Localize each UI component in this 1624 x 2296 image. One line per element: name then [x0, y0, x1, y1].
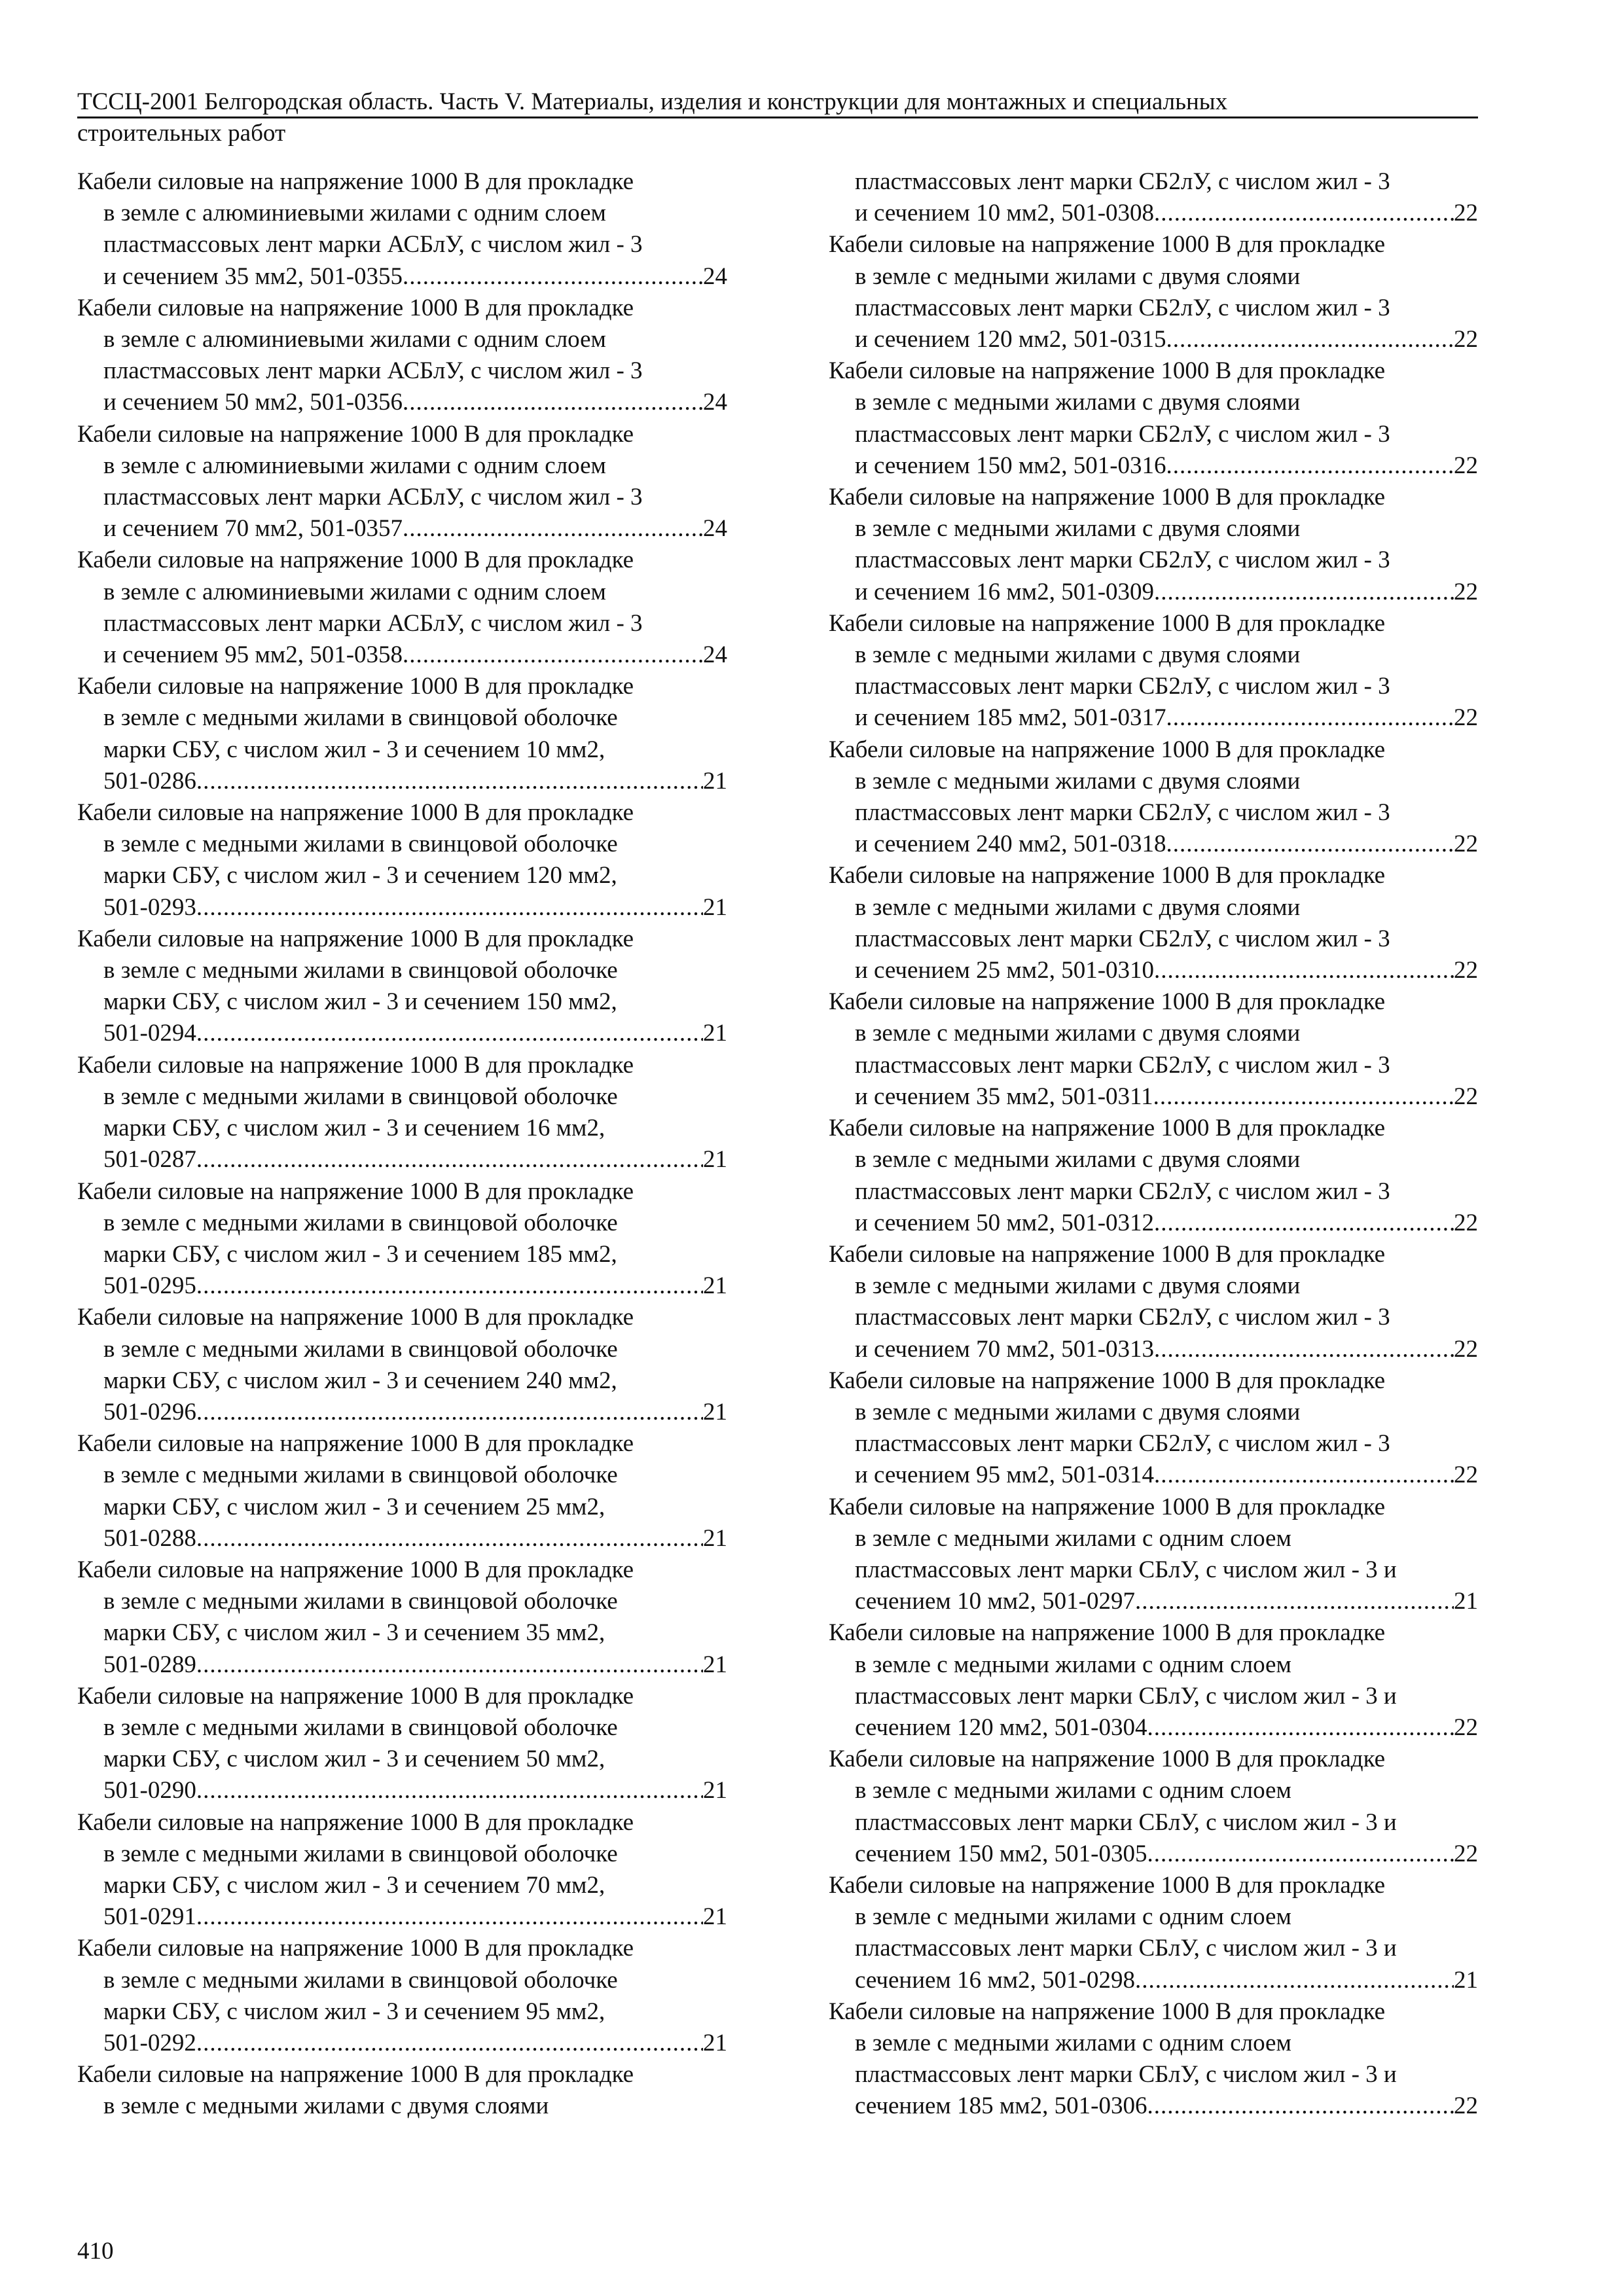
index-entry: [829, 986, 1478, 1113]
index-entry-line: Кабели силовые на напряжение 1000 В для прокладке: [77, 1808, 634, 1836]
index-entry-line: в земле с медными жилами в свинцовой оболочке: [103, 1462, 618, 1489]
index-entry-page: 22: [1454, 452, 1478, 479]
index-entry-page: 22: [1454, 326, 1478, 353]
index-entry: [829, 1113, 1478, 1239]
index-entry-line: пластмассовых лент марки СБлУ, с числом жил - 3 и: [855, 1935, 1397, 1962]
index-entry-line: в земле с медными жилами в свинцовой оболочке: [103, 1966, 618, 1994]
index-entry-last-line: [829, 1334, 1478, 1365]
index-entry-code: и сечением 35 мм2, 501-0355: [103, 262, 403, 290]
index-entry-code: и сечением 95 мм2, 501-0314: [855, 1462, 1155, 1489]
index-entry-line: пластмассовых лент марки АСБлУ, с числом жил - 3: [103, 357, 643, 385]
index-entry-line: Кабели силовые на напряжение 1000 В для прокладке: [829, 609, 1386, 637]
index-entry: [77, 166, 727, 293]
dot-leader: [196, 2028, 703, 2059]
dot-leader: [196, 1397, 703, 1428]
index-entry: [77, 419, 727, 545]
index-entry-last-line: [829, 1460, 1478, 1491]
index-entry-line: Кабели силовые на напряжение 1000 В для прокладке: [829, 1367, 1386, 1394]
index-entry: [77, 545, 727, 671]
index-entry-line: Кабели силовые на напряжение 1000 В для прокладке: [77, 294, 634, 321]
dot-leader: [1147, 1839, 1454, 1870]
dot-leader: [196, 1901, 703, 1933]
index-entry-line: в земле с медными жилами с двумя слоями: [855, 767, 1301, 795]
index-entry-page: 22: [1454, 831, 1478, 858]
dot-leader: [196, 766, 703, 797]
index-entry-page: 21: [703, 1272, 727, 1300]
index-entry-line: Кабели силовые на напряжение 1000 В для прокладке: [77, 799, 634, 827]
index-entry-last-line: [829, 450, 1478, 482]
index-entry-last-line: [77, 1270, 727, 1302]
index-entry-code: и сечением 120 мм2, 501-0315: [855, 326, 1166, 353]
index-entry-line: марки СБУ, с числом жил - 3 и сечением 240 мм2,: [103, 1367, 617, 1394]
dot-leader: [1135, 1965, 1454, 1996]
index-entry-line: в земле с медными жилами с двумя слоями: [855, 389, 1301, 416]
dot-leader: [1166, 450, 1454, 482]
index-entry-line: марки СБУ, с числом жил - 3 и сечением 95 мм2,: [103, 1998, 605, 2025]
index-entry-page: 22: [1454, 704, 1478, 732]
index-entry-page: 24: [703, 389, 727, 416]
index-entry-page: 21: [703, 1398, 727, 1426]
index-entry-line: Кабели силовые на напряжение 1000 В для прокладке: [829, 1240, 1386, 1268]
index-column-left: [77, 166, 727, 2123]
dot-leader: [1135, 1586, 1454, 1617]
index-entry-line: в земле с медными жилами с двумя слоями: [855, 515, 1301, 543]
index-entry-line: пластмассовых лент марки СБ2лУ, с числом жил - 3: [855, 547, 1390, 574]
dot-leader: [196, 1018, 703, 1049]
index-entry-page: 21: [1454, 1966, 1478, 1994]
index-entry-line: пластмассовых лент марки АСБлУ, с числом жил - 3: [103, 231, 643, 259]
index-entry-last-line: [77, 261, 727, 293]
index-entry-line: Кабели силовые на напряжение 1000 В для прокладке: [829, 1115, 1386, 1142]
index-entry-page: 22: [1454, 1083, 1478, 1110]
index-entry-line: пластмассовых лент марки СБ2лУ, с числом жил - 3: [855, 1051, 1390, 1079]
index-entry-line: в земле с алюминиевыми жилами с одним слоем: [103, 578, 606, 605]
index-entry-last-line: [829, 198, 1478, 229]
index-entry: [829, 860, 1478, 986]
index-entry-line: Кабели силовые на напряжение 1000 В для прокладке: [77, 925, 634, 952]
dot-leader: [196, 1144, 703, 1175]
dot-leader: [196, 1649, 703, 1681]
index-entry-last-line: [829, 577, 1478, 608]
index-entry-last-line: [77, 2028, 727, 2059]
index-entry-last-line: [829, 2090, 1478, 2122]
index-entry-code: 501-0290: [103, 1777, 196, 1804]
index-entry-line: в земле с медными жилами с двумя слоями: [855, 1272, 1301, 1300]
index-entry: [77, 797, 727, 924]
index-entry-page: 21: [703, 1146, 727, 1174]
index-entry: [77, 1554, 727, 1681]
index-entry-line: Кабели силовые на напряжение 1000 В для прокладке: [829, 1493, 1386, 1520]
index-entry-code: 501-0295: [103, 1272, 196, 1300]
index-entry-code: сечением 185 мм2, 501-0306: [855, 2092, 1147, 2120]
index-entry-line: в земле с медными жилами с двумя слоями: [855, 1020, 1301, 1047]
index-entry: [77, 1428, 727, 1554]
index-entry-line: пластмассовых лент марки СБлУ, с числом жил - 3 и: [855, 2061, 1397, 2089]
index-entry-line: Кабели силовые на напряжение 1000 В для прокладке: [829, 357, 1386, 385]
index-entry-line: пластмассовых лент марки СБ2лУ, с числом жил - 3: [855, 1177, 1390, 1205]
index-entry-page: 22: [1454, 200, 1478, 227]
index-entry-line: пластмассовых лент марки СБ2лУ, с числом жил - 3: [855, 673, 1390, 700]
dot-leader: [403, 513, 703, 545]
dot-leader: [1147, 2090, 1454, 2122]
index-entry-code: и сечением 95 мм2, 501-0358: [103, 641, 403, 669]
index-entry-line: в земле с медными жилами с двумя слоями: [103, 2092, 549, 2120]
index-entry-code: 501-0294: [103, 1020, 196, 1047]
index-entry-line: в земле с медными жилами в свинцовой оболочке: [103, 957, 618, 984]
index-entry-line: пластмассовых лент марки СБ2лУ, с числом жил - 3: [855, 799, 1390, 827]
index-entry-line: пластмассовых лент марки СБ2лУ, с числом жил - 3: [855, 168, 1390, 195]
index-entry-line: в земле с медными жилами в свинцовой оболочке: [103, 1335, 618, 1363]
index-entry-line: пластмассовых лент марки СБ2лУ, с числом жил - 3: [855, 925, 1390, 952]
index-entry-last-line: [77, 513, 727, 545]
dot-leader: [1166, 324, 1454, 355]
index-entry-page: 21: [703, 1524, 727, 1552]
index-entry-line: Кабели силовые на напряжение 1000 В для прокладке: [77, 2061, 634, 2089]
index-entry-page: 21: [703, 1777, 727, 1804]
index-entry: [77, 2059, 727, 2122]
index-entry-line: Кабели силовые на напряжение 1000 В для прокладке: [77, 1051, 634, 1079]
index-entry: [829, 1365, 1478, 1492]
index-entry-last-line: [829, 955, 1478, 986]
index-entry-code: и сечением 10 мм2, 501-0308: [855, 200, 1155, 227]
index-entry-line: марки СБУ, с числом жил - 3 и сечением 150 мм2,: [103, 988, 617, 1016]
index-entry-line: марки СБУ, с числом жил - 3 и сечением 185 мм2,: [103, 1240, 617, 1268]
index-entry-page: 21: [703, 2029, 727, 2056]
index-entry-page: 24: [703, 515, 727, 543]
dot-leader: [403, 387, 703, 418]
index-entry-last-line: [77, 1649, 727, 1681]
index-entry-page: 22: [1454, 1713, 1478, 1741]
index-entry-line: марки СБУ, с числом жил - 3 и сечением 35 мм2,: [103, 1619, 605, 1647]
dot-leader: [1154, 1460, 1454, 1491]
index-entry-line: Кабели силовые на напряжение 1000 В для прокладке: [829, 1998, 1386, 2025]
index-entry-line: Кабели силовые на напряжение 1000 В для прокладке: [829, 1871, 1386, 1899]
index-entry-last-line: [77, 1901, 727, 1933]
index-entry-page: 24: [703, 641, 727, 669]
index-entry-line: пластмассовых лент марки СБлУ, с числом жил - 3 и: [855, 1682, 1397, 1710]
index-entry-page: 22: [1454, 578, 1478, 605]
page-number: 410: [77, 2238, 114, 2265]
index-entry-code: 501-0293: [103, 893, 196, 921]
header-title-line1: ТССЦ-2001 Белгородская область. Часть V. Материалы, изделия и конструкции для монтажных и специальных: [77, 88, 1228, 115]
index-entry-line: Кабели силовые на напряжение 1000 В для прокладке: [829, 1619, 1386, 1647]
index-entry-line: Кабели силовые на напряжение 1000 В для прокладке: [77, 673, 634, 700]
index-entry-code: сечением 150 мм2, 501-0305: [855, 1840, 1147, 1867]
dot-leader: [196, 1270, 703, 1302]
index-entry-page: 22: [1454, 1840, 1478, 1867]
running-header-continued: [77, 118, 1478, 149]
dot-leader: [1166, 829, 1454, 860]
index-entry-code: и сечением 50 мм2, 501-0356: [103, 389, 403, 416]
index-entry-last-line: [77, 1523, 727, 1554]
index-entry: [829, 608, 1478, 734]
index-entry-line: Кабели силовые на напряжение 1000 В для прокладке: [77, 1430, 634, 1458]
dot-leader: [1154, 577, 1454, 608]
index-entry: [829, 1744, 1478, 1870]
index-entry-line: Кабели силовые на напряжение 1000 В для прокладке: [77, 1682, 634, 1710]
index-entry-line: в земле с медными жилами в свинцовой оболочке: [103, 1209, 618, 1236]
index-entry-line: Кабели силовые на напряжение 1000 В для прокладке: [829, 862, 1386, 889]
index-entry-page: 21: [703, 1020, 727, 1047]
index-entry-line: марки СБУ, с числом жил - 3 и сечением 25 мм2,: [103, 1493, 605, 1520]
index-entry-code: и сечением 35 мм2, 501-0311: [855, 1083, 1153, 1110]
index-entry-line: в земле с алюминиевыми жилами с одним слоем: [103, 200, 606, 227]
index-entry-code: и сечением 70 мм2, 501-0313: [855, 1335, 1155, 1363]
index-entry: [77, 1050, 727, 1176]
index-entry-line: марки СБУ, с числом жил - 3 и сечением 16 мм2,: [103, 1115, 605, 1142]
index-entry-line: в земле с медными жилами с одним слоем: [855, 1903, 1291, 1931]
index-entry-last-line: [77, 1397, 727, 1428]
index-entry: [829, 355, 1478, 482]
index-entry-line: в земле с алюминиевыми жилами с одним слоем: [103, 452, 606, 479]
index-entry-line: пластмассовых лент марки СБ2лУ, с числом жил - 3: [855, 1304, 1390, 1331]
header-title-line2: строительных работ: [77, 120, 286, 147]
index-entry-line: в земле с медными жилами в свинцовой оболочке: [103, 1713, 618, 1741]
index-entry: [829, 1239, 1478, 1365]
index-entry: [77, 671, 727, 797]
index-entry-line: Кабели силовые на напряжение 1000 В для прокладке: [829, 484, 1386, 511]
index-entry-last-line: [829, 702, 1478, 734]
index-entry-line: в земле с медными жилами с двумя слоями: [855, 1146, 1301, 1174]
index-entry-line: пластмассовых лент марки СБ2лУ, с числом жил - 3: [855, 420, 1390, 448]
index-entry-line: в земле с медными жилами с двумя слоями: [855, 262, 1301, 290]
index-entry-last-line: [77, 1144, 727, 1175]
index-entry-line: марки СБУ, с числом жил - 3 и сечением 10 мм2,: [103, 736, 605, 763]
index-entry-line: пластмассовых лент марки СБ2лУ, с числом жил - 3: [855, 294, 1390, 321]
dot-leader: [1154, 198, 1454, 229]
index-entry-last-line: [77, 766, 727, 797]
index-entry-line: в земле с медными жилами с двумя слоями: [855, 893, 1301, 921]
index-entry-line: в земле с медными жилами с одним слоем: [855, 1777, 1291, 1804]
index-entry: [829, 734, 1478, 861]
index-entry-last-line: [77, 1018, 727, 1049]
index-entry-line: Кабели силовые на напряжение 1000 В для прокладке: [77, 1556, 634, 1583]
dot-leader: [196, 1775, 703, 1806]
index-entry-line: марки СБУ, с числом жил - 3 и сечением 50 мм2,: [103, 1746, 605, 1773]
index-entry: [829, 1492, 1478, 1618]
index-entry-code: 501-0288: [103, 1524, 196, 1552]
index-entry-last-line: [829, 1586, 1478, 1617]
index-entry-last-line: [77, 387, 727, 418]
index-entry-page: 21: [1454, 1588, 1478, 1615]
index-entry-code: и сечением 25 мм2, 501-0310: [855, 957, 1155, 984]
index-entry-line: в земле с медными жилами в свинцовой оболочке: [103, 831, 618, 858]
index-entry-code: сечением 16 мм2, 501-0298: [855, 1966, 1135, 1994]
index-entry-last-line: [829, 1965, 1478, 1996]
index-entry-line: Кабели силовые на напряжение 1000 В для прокладке: [829, 231, 1386, 259]
index-entry-code: 501-0296: [103, 1398, 196, 1426]
index-entry: [829, 482, 1478, 608]
index-entry-last-line: [77, 892, 727, 924]
index-entry: [77, 1933, 727, 2059]
index-entry-line: Кабели силовые на напряжение 1000 В для прокладке: [77, 547, 634, 574]
index-entry-page: 21: [703, 1903, 727, 1931]
dot-leader: [1154, 1334, 1454, 1365]
index-entry-page: 21: [703, 1651, 727, 1678]
index-entry-page: 22: [1454, 2092, 1478, 2120]
index-entry-last-line: [829, 1208, 1478, 1239]
index-entry-line: Кабели силовые на напряжение 1000 В для прокладке: [77, 420, 634, 448]
index-entry-line: в земле с медными жилами с двумя слоями: [855, 641, 1301, 669]
dot-leader: [1153, 1081, 1454, 1113]
index-entry-last-line: [77, 1775, 727, 1806]
index-entry-code: 501-0289: [103, 1651, 196, 1678]
index-entry-code: 501-0287: [103, 1146, 196, 1174]
index-entry-code: и сечением 16 мм2, 501-0309: [855, 578, 1155, 605]
index-entry-line: в земле с медными жилами с одним слоем: [855, 2029, 1291, 2056]
dot-leader: [1147, 1712, 1454, 1744]
index-entry-line: Кабели силовые на напряжение 1000 В для прокладке: [829, 736, 1386, 763]
index-entry-code: сечением 120 мм2, 501-0304: [855, 1713, 1147, 1741]
index-entry: [829, 1617, 1478, 1744]
index-entry-line: в земле с алюминиевыми жилами с одним слоем: [103, 326, 606, 353]
index-entry-line: Кабели силовые на напряжение 1000 В для прокладке: [77, 1177, 634, 1205]
index-entry-page: 22: [1454, 1335, 1478, 1363]
index-entry-line: в земле с медными жилами в свинцовой оболочке: [103, 704, 618, 732]
index-entry-page: 24: [703, 262, 727, 290]
index-entry: [77, 924, 727, 1050]
index-entry-code: 501-0291: [103, 1903, 196, 1931]
index-entry-line: в земле с медными жилами в свинцовой оболочке: [103, 1083, 618, 1110]
index-entry: [829, 229, 1478, 355]
index-entry-code: 501-0292: [103, 2029, 196, 2056]
index-entry-line: пластмассовых лент марки АСБлУ, с числом жил - 3: [103, 609, 643, 637]
index-column-right: [829, 166, 1478, 2123]
index-entry-page: 22: [1454, 1209, 1478, 1236]
index-entry: [77, 1302, 727, 1428]
index-entry-last-line: [829, 1081, 1478, 1113]
index-entry: [77, 293, 727, 419]
index-entry-line: в земле с медными жилами в свинцовой оболочке: [103, 1840, 618, 1867]
index-entry-line: марки СБУ, с числом жил - 3 и сечением 70 мм2,: [103, 1871, 605, 1899]
index-entry: [829, 1870, 1478, 1996]
index-entry: [829, 166, 1478, 229]
index-entry-code: и сечением 70 мм2, 501-0357: [103, 515, 403, 543]
dot-leader: [403, 261, 703, 293]
index-entry-line: Кабели силовые на напряжение 1000 В для прокладке: [829, 988, 1386, 1016]
index-entry: [77, 1807, 727, 1933]
index-entry-line: в земле с медными жилами с одним слоем: [855, 1651, 1291, 1678]
dot-leader: [1154, 955, 1454, 986]
index-entry-line: в земле с медными жилами с двумя слоями: [855, 1398, 1301, 1426]
index-entry-line: пластмассовых лент марки СБлУ, с числом жил - 3 и: [855, 1556, 1397, 1583]
index-entry-line: пластмассовых лент марки СБлУ, с числом жил - 3 и: [855, 1808, 1397, 1836]
index-entry-page: 21: [703, 893, 727, 921]
dot-leader: [403, 639, 703, 671]
index-entry-last-line: [829, 1712, 1478, 1744]
index-entry-code: и сечением 150 мм2, 501-0316: [855, 452, 1166, 479]
index-entry: [77, 1176, 727, 1302]
index-entry-last-line: [77, 639, 727, 671]
index-entry-last-line: [829, 1839, 1478, 1870]
index-entry-last-line: [829, 829, 1478, 860]
dot-leader: [196, 1523, 703, 1554]
index-entry-line: марки СБУ, с числом жил - 3 и сечением 120 мм2,: [103, 862, 617, 889]
index-entry-code: и сечением 50 мм2, 501-0312: [855, 1209, 1155, 1236]
index-entry: [77, 1681, 727, 1807]
index-entry-line: пластмассовых лент марки АСБлУ, с числом жил - 3: [103, 484, 643, 511]
index-entry-page: 22: [1454, 1462, 1478, 1489]
index-entry-line: Кабели силовые на напряжение 1000 В для прокладке: [829, 1746, 1386, 1773]
index-entry-page: 21: [703, 767, 727, 795]
dot-leader: [1166, 702, 1454, 734]
dot-leader: [1154, 1208, 1454, 1239]
dot-leader: [196, 892, 703, 924]
index-entry-code: и сечением 240 мм2, 501-0318: [855, 831, 1166, 858]
index-entry-code: 501-0286: [103, 767, 196, 795]
index-entry-code: сечением 10 мм2, 501-0297: [855, 1588, 1135, 1615]
index-entry-last-line: [829, 324, 1478, 355]
index-entry-page: 22: [1454, 957, 1478, 984]
index-entry-line: в земле с медными жилами в свинцовой оболочке: [103, 1588, 618, 1615]
index-entry-line: Кабели силовые на напряжение 1000 В для прокладке: [77, 1935, 634, 1962]
index-entry-code: и сечением 185 мм2, 501-0317: [855, 704, 1166, 732]
index-entry: [829, 1996, 1478, 2123]
index-entry-line: в земле с медными жилами с одним слоем: [855, 1524, 1291, 1552]
index-entry-line: пластмассовых лент марки СБ2лУ, с числом жил - 3: [855, 1430, 1390, 1458]
index-entry-line: Кабели силовые на напряжение 1000 В для прокладке: [77, 168, 634, 195]
index-entry-line: Кабели силовые на напряжение 1000 В для прокладке: [77, 1304, 634, 1331]
running-header: [77, 86, 1478, 118]
